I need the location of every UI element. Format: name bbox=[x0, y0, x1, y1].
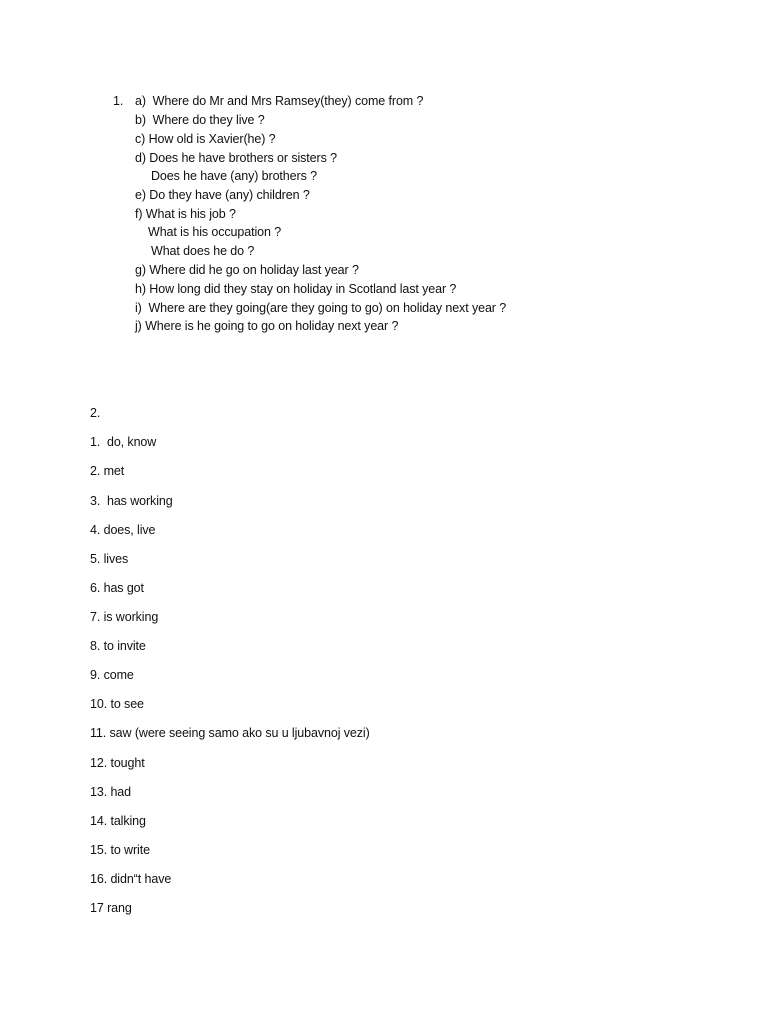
answer-17: 17 rang bbox=[90, 901, 132, 915]
answer-11: 11. saw (were seeing samo ako su u ljubavnoj vezi) bbox=[90, 726, 370, 740]
answer-1: 1. do, know bbox=[90, 435, 157, 449]
answer-8: 8. to invite bbox=[90, 639, 146, 653]
answer-5: 5. lives bbox=[90, 552, 129, 566]
question-a: a) Where do Mr and Mrs Ramsey(they) come from ? bbox=[135, 94, 424, 108]
answer-13: 13. had bbox=[90, 785, 132, 799]
answer-3: 3. has working bbox=[90, 494, 173, 508]
question-g: g) Where did he go on holiday last year ? bbox=[135, 263, 359, 277]
answer-12: 12. tought bbox=[90, 756, 145, 770]
answer-16: 16. didn“t have bbox=[90, 872, 172, 886]
question-d-alt: Does he have (any) brothers ? bbox=[151, 169, 317, 183]
question-h: h) How long did they stay on holiday in Scotland last year ? bbox=[135, 282, 457, 296]
question-f: f) What is his job ? bbox=[135, 207, 236, 221]
answer-10: 10. to see bbox=[90, 697, 144, 711]
question-c: c) How old is Xavier(he) ? bbox=[135, 132, 276, 146]
section2-heading: 2. bbox=[90, 406, 101, 420]
answer-9: 9. come bbox=[90, 668, 134, 682]
question-i: i) Where are they going(are they going to go) on holiday next year ? bbox=[135, 301, 507, 315]
answer-7: 7. is working bbox=[90, 610, 159, 624]
answer-15: 15. to write bbox=[90, 843, 150, 857]
answer-6: 6. has got bbox=[90, 581, 144, 595]
answer-14: 14. talking bbox=[90, 814, 146, 828]
question-f-alt-2: What does he do ? bbox=[151, 244, 255, 258]
answer-2: 2. met bbox=[90, 464, 125, 478]
section1-number: 1. bbox=[113, 94, 124, 108]
question-j: j) Where is he going to go on holiday next year ? bbox=[135, 319, 399, 333]
question-e: e) Do they have (any) children ? bbox=[135, 188, 310, 202]
question-d: d) Does he have brothers or sisters ? bbox=[135, 151, 337, 165]
answer-4: 4. does, live bbox=[90, 523, 156, 537]
question-f-alt-1: What is his occupation ? bbox=[148, 225, 282, 239]
question-b: b) Where do they live ? bbox=[135, 113, 265, 127]
